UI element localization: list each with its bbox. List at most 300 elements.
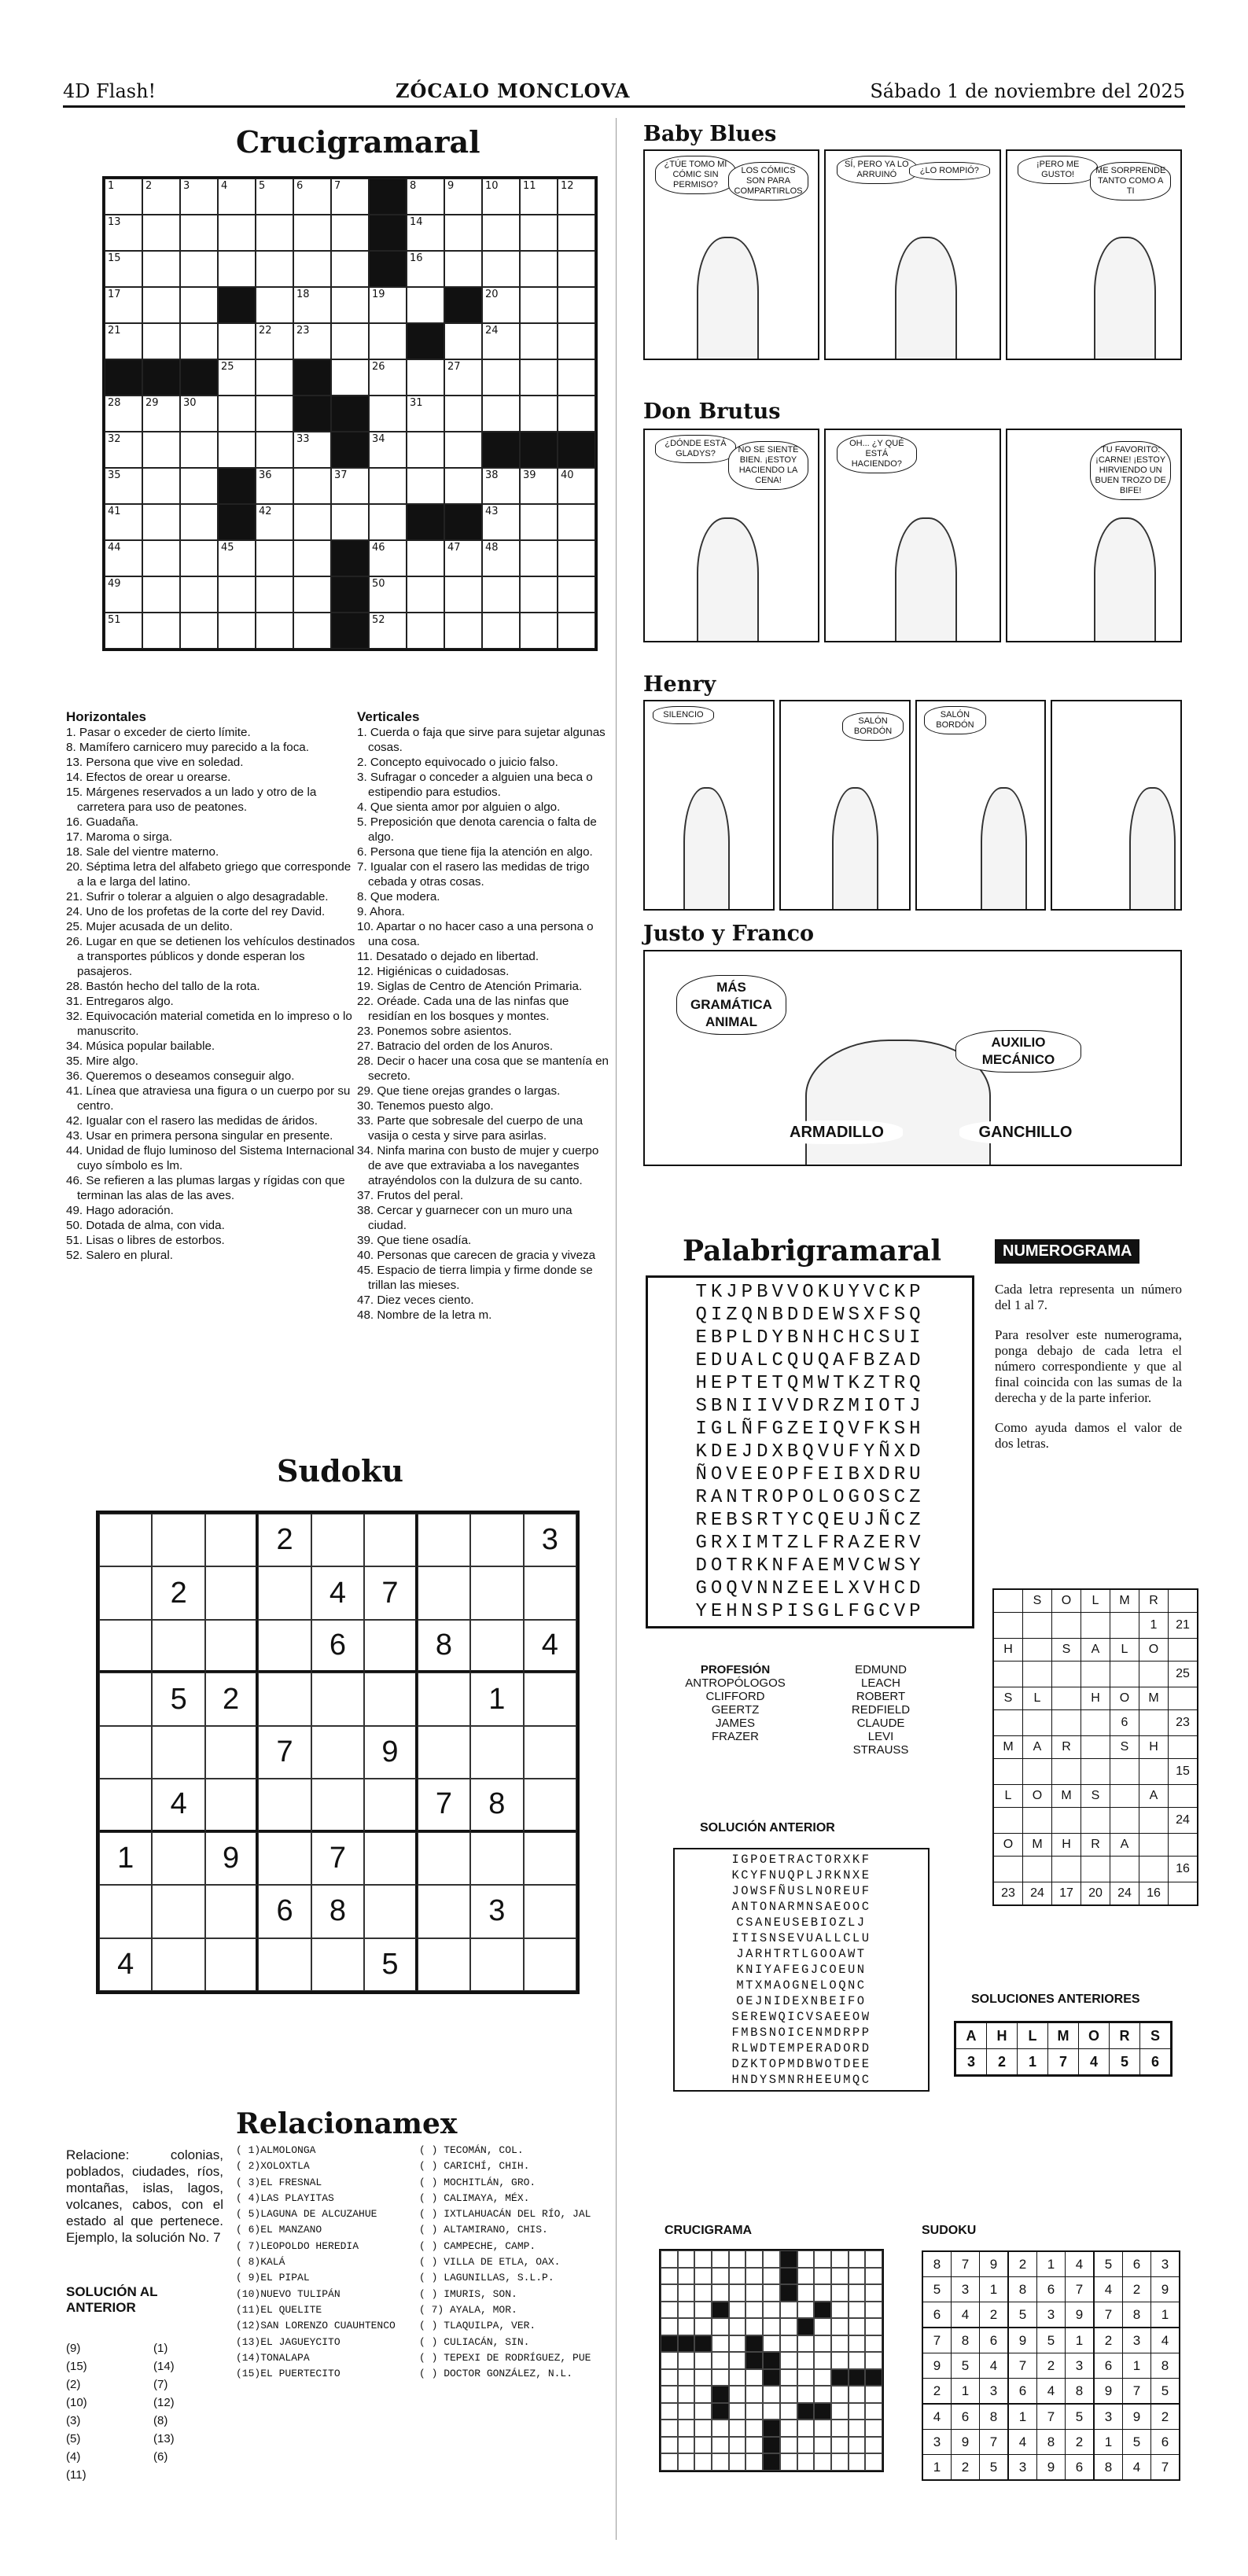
numerograma-cell[interactable]: 16 bbox=[1139, 1882, 1169, 1906]
numerograma-cell[interactable]: L bbox=[1081, 1589, 1110, 1613]
numerograma-cell[interactable]: 23 bbox=[993, 1882, 1023, 1906]
crossword-cell[interactable] bbox=[520, 178, 558, 215]
crossword-cell[interactable] bbox=[105, 396, 142, 432]
sudoku-cell[interactable]: 3 bbox=[470, 1885, 523, 1938]
sudoku-cell[interactable] bbox=[470, 1726, 523, 1779]
crossword-cell[interactable] bbox=[482, 468, 520, 504]
crossword-cell[interactable] bbox=[444, 396, 482, 432]
numerograma-cell[interactable]: R bbox=[1139, 1589, 1169, 1613]
crossword-cell[interactable] bbox=[142, 468, 180, 504]
numerograma-cell[interactable] bbox=[1052, 1662, 1081, 1687]
sudoku-cell[interactable] bbox=[205, 1514, 258, 1566]
sudoku-cell[interactable] bbox=[470, 1620, 523, 1673]
crossword-cell[interactable] bbox=[142, 323, 180, 359]
numerograma-cell[interactable]: 15 bbox=[1169, 1759, 1198, 1785]
crossword-cell[interactable] bbox=[293, 432, 331, 468]
crossword-cell[interactable] bbox=[105, 540, 142, 576]
crossword-cell[interactable] bbox=[331, 323, 369, 359]
crossword-cell[interactable] bbox=[256, 576, 293, 613]
numerograma-cell[interactable] bbox=[1023, 1639, 1052, 1662]
sudoku-cell[interactable]: 8 bbox=[470, 1779, 523, 1831]
numerograma-grid[interactable] bbox=[992, 1588, 1198, 1906]
crossword-cell[interactable] bbox=[558, 396, 595, 432]
crossword-cell[interactable] bbox=[105, 576, 142, 613]
sudoku-cell[interactable] bbox=[311, 1779, 364, 1831]
crossword-cell[interactable] bbox=[256, 613, 293, 649]
sudoku-cell[interactable]: 9 bbox=[364, 1726, 417, 1779]
crossword-cell[interactable] bbox=[105, 251, 142, 287]
crossword-cell[interactable] bbox=[558, 215, 595, 251]
numerograma-cell[interactable]: M bbox=[1052, 1785, 1081, 1808]
sudoku-cell[interactable] bbox=[152, 1514, 204, 1566]
numerograma-cell[interactable]: S bbox=[1110, 1736, 1139, 1759]
numerograma-cell[interactable]: S bbox=[993, 1687, 1023, 1710]
numerograma-cell[interactable] bbox=[1139, 1662, 1169, 1687]
numerograma-cell[interactable]: 21 bbox=[1169, 1613, 1198, 1639]
sudoku-cell[interactable]: 2 bbox=[152, 1566, 204, 1619]
crossword-cell[interactable] bbox=[293, 287, 331, 323]
numerograma-cell[interactable] bbox=[1139, 1834, 1169, 1857]
numerograma-cell[interactable] bbox=[1023, 1808, 1052, 1834]
crossword-cell[interactable] bbox=[105, 432, 142, 468]
crossword-cell[interactable] bbox=[180, 323, 218, 359]
crossword-cell[interactable] bbox=[218, 432, 256, 468]
sudoku-cell[interactable] bbox=[258, 1620, 311, 1673]
crossword-cell[interactable] bbox=[407, 613, 444, 649]
crossword-cell[interactable] bbox=[558, 468, 595, 504]
sudoku-cell[interactable] bbox=[258, 1673, 311, 1725]
numerograma-cell[interactable]: M bbox=[993, 1736, 1023, 1759]
crossword-cell[interactable] bbox=[407, 468, 444, 504]
crossword-cell[interactable] bbox=[142, 396, 180, 432]
crossword-cell[interactable] bbox=[142, 613, 180, 649]
sudoku-cell[interactable] bbox=[470, 1566, 523, 1619]
numerograma-cell[interactable]: O bbox=[1023, 1785, 1052, 1808]
crossword-cell[interactable] bbox=[331, 215, 369, 251]
sudoku-cell[interactable]: 4 bbox=[524, 1620, 576, 1673]
crossword-cell[interactable] bbox=[180, 215, 218, 251]
sudoku-cell[interactable] bbox=[99, 1885, 152, 1938]
sudoku-cell[interactable] bbox=[418, 1673, 470, 1725]
sudoku-cell[interactable] bbox=[258, 1779, 311, 1831]
crossword-cell[interactable] bbox=[482, 359, 520, 396]
sudoku-cell[interactable] bbox=[524, 1885, 576, 1938]
sudoku-cell[interactable]: 4 bbox=[152, 1779, 204, 1831]
crossword-cell[interactable] bbox=[142, 504, 180, 540]
crossword-cell[interactable] bbox=[520, 468, 558, 504]
crossword-cell[interactable] bbox=[180, 432, 218, 468]
crossword-cell[interactable] bbox=[482, 396, 520, 432]
sudoku-cell[interactable]: 1 bbox=[99, 1832, 152, 1885]
crossword-cell[interactable] bbox=[558, 251, 595, 287]
crossword-cell[interactable] bbox=[331, 178, 369, 215]
sudoku-cell[interactable] bbox=[311, 1673, 364, 1725]
sudoku-cell[interactable]: 5 bbox=[364, 1938, 417, 1991]
crossword-grid[interactable] bbox=[102, 176, 598, 651]
sudoku-cell[interactable]: 8 bbox=[311, 1885, 364, 1938]
crossword-cell[interactable] bbox=[520, 359, 558, 396]
crossword-cell[interactable] bbox=[331, 504, 369, 540]
numerograma-cell[interactable]: R bbox=[1052, 1736, 1081, 1759]
numerograma-cell[interactable]: 6 bbox=[1110, 1710, 1139, 1736]
crossword-cell[interactable] bbox=[482, 576, 520, 613]
numerograma-cell[interactable]: L bbox=[993, 1785, 1023, 1808]
crossword-cell[interactable] bbox=[558, 359, 595, 396]
numerograma-cell[interactable]: A bbox=[1023, 1736, 1052, 1759]
sudoku-cell[interactable] bbox=[205, 1938, 258, 1991]
numerograma-cell[interactable] bbox=[1023, 1613, 1052, 1639]
sudoku-cell[interactable] bbox=[470, 1514, 523, 1566]
numerograma-cell[interactable]: S bbox=[1023, 1589, 1052, 1613]
numerograma-cell[interactable] bbox=[1169, 1882, 1198, 1906]
numerograma-cell[interactable]: H bbox=[1081, 1687, 1110, 1710]
numerograma-cell[interactable] bbox=[1081, 1736, 1110, 1759]
crossword-cell[interactable] bbox=[256, 396, 293, 432]
numerograma-cell[interactable] bbox=[1110, 1857, 1139, 1882]
sudoku-cell[interactable] bbox=[152, 1885, 204, 1938]
crossword-cell[interactable] bbox=[369, 359, 407, 396]
crossword-cell[interactable] bbox=[369, 323, 407, 359]
numerograma-cell[interactable] bbox=[1052, 1710, 1081, 1736]
crossword-cell[interactable] bbox=[256, 323, 293, 359]
crossword-cell[interactable] bbox=[142, 251, 180, 287]
numerograma-cell[interactable] bbox=[1139, 1759, 1169, 1785]
sudoku-cell[interactable]: 2 bbox=[205, 1673, 258, 1725]
crossword-cell[interactable] bbox=[407, 359, 444, 396]
sudoku-cell[interactable] bbox=[205, 1726, 258, 1779]
crossword-cell[interactable] bbox=[444, 576, 482, 613]
numerograma-cell[interactable] bbox=[1169, 1736, 1198, 1759]
crossword-cell[interactable] bbox=[142, 215, 180, 251]
crossword-cell[interactable] bbox=[407, 251, 444, 287]
numerograma-cell[interactable] bbox=[1081, 1759, 1110, 1785]
crossword-cell[interactable] bbox=[520, 396, 558, 432]
numerograma-cell[interactable]: H bbox=[993, 1639, 1023, 1662]
numerograma-cell[interactable] bbox=[1081, 1808, 1110, 1834]
numerograma-cell[interactable] bbox=[993, 1857, 1023, 1882]
crossword-cell[interactable] bbox=[256, 504, 293, 540]
numerograma-cell[interactable]: 25 bbox=[1169, 1662, 1198, 1687]
numerograma-cell[interactable] bbox=[993, 1808, 1023, 1834]
numerograma-cell[interactable]: O bbox=[1139, 1639, 1169, 1662]
crossword-cell[interactable] bbox=[293, 215, 331, 251]
crossword-cell[interactable] bbox=[180, 287, 218, 323]
sudoku-cell[interactable] bbox=[99, 1620, 152, 1673]
sudoku-cell[interactable] bbox=[364, 1514, 417, 1566]
crossword-cell[interactable] bbox=[142, 178, 180, 215]
crossword-cell[interactable] bbox=[105, 468, 142, 504]
numerograma-cell[interactable]: S bbox=[1081, 1785, 1110, 1808]
sudoku-cell[interactable]: 6 bbox=[258, 1885, 311, 1938]
sudoku-cell[interactable]: 1 bbox=[470, 1673, 523, 1725]
crossword-cell[interactable] bbox=[180, 540, 218, 576]
numerograma-cell[interactable]: M bbox=[1110, 1589, 1139, 1613]
crossword-cell[interactable] bbox=[331, 359, 369, 396]
crossword-cell[interactable] bbox=[444, 432, 482, 468]
sudoku-cell[interactable] bbox=[205, 1620, 258, 1673]
crossword-cell[interactable] bbox=[482, 323, 520, 359]
crossword-cell[interactable] bbox=[369, 396, 407, 432]
numerograma-cell[interactable]: M bbox=[1139, 1687, 1169, 1710]
numerograma-cell[interactable]: A bbox=[1139, 1785, 1169, 1808]
crossword-cell[interactable] bbox=[444, 323, 482, 359]
crossword-cell[interactable] bbox=[293, 178, 331, 215]
crossword-cell[interactable] bbox=[293, 504, 331, 540]
numerograma-cell[interactable]: R bbox=[1081, 1834, 1110, 1857]
crossword-cell[interactable] bbox=[444, 251, 482, 287]
numerograma-cell[interactable]: L bbox=[1110, 1639, 1139, 1662]
sudoku-cell[interactable] bbox=[418, 1832, 470, 1885]
crossword-cell[interactable] bbox=[218, 613, 256, 649]
numerograma-cell[interactable]: O bbox=[993, 1834, 1023, 1857]
crossword-cell[interactable] bbox=[558, 540, 595, 576]
numerograma-cell[interactable] bbox=[1139, 1710, 1169, 1736]
crossword-cell[interactable] bbox=[218, 178, 256, 215]
sudoku-cell[interactable] bbox=[99, 1673, 152, 1725]
numerograma-cell[interactable] bbox=[1052, 1759, 1081, 1785]
crossword-cell[interactable] bbox=[293, 323, 331, 359]
numerograma-cell[interactable]: 16 bbox=[1169, 1857, 1198, 1882]
sudoku-cell[interactable]: 9 bbox=[205, 1832, 258, 1885]
numerograma-cell[interactable] bbox=[1110, 1662, 1139, 1687]
sudoku-cell[interactable] bbox=[205, 1779, 258, 1831]
numerograma-cell[interactable] bbox=[993, 1710, 1023, 1736]
crossword-cell[interactable] bbox=[558, 178, 595, 215]
crossword-cell[interactable] bbox=[558, 576, 595, 613]
crossword-cell[interactable] bbox=[558, 504, 595, 540]
sudoku-cell[interactable] bbox=[418, 1514, 470, 1566]
sudoku-cell[interactable] bbox=[418, 1566, 470, 1619]
sudoku-cell[interactable] bbox=[99, 1726, 152, 1779]
crossword-cell[interactable] bbox=[444, 359, 482, 396]
crossword-cell[interactable] bbox=[180, 178, 218, 215]
numerograma-cell[interactable]: A bbox=[1110, 1834, 1139, 1857]
numerograma-cell[interactable]: 24 bbox=[1023, 1882, 1052, 1906]
sudoku-cell[interactable] bbox=[99, 1779, 152, 1831]
sudoku-cell[interactable]: 4 bbox=[99, 1938, 152, 1991]
sudoku-cell[interactable] bbox=[152, 1938, 204, 1991]
crossword-cell[interactable] bbox=[369, 468, 407, 504]
crossword-cell[interactable] bbox=[331, 287, 369, 323]
crossword-cell[interactable] bbox=[520, 540, 558, 576]
numerograma-cell[interactable] bbox=[1169, 1687, 1198, 1710]
sudoku-cell[interactable] bbox=[418, 1885, 470, 1938]
sudoku-cell[interactable] bbox=[470, 1832, 523, 1885]
crossword-cell[interactable] bbox=[444, 468, 482, 504]
sudoku-cell[interactable]: 7 bbox=[311, 1832, 364, 1885]
sudoku-cell[interactable] bbox=[418, 1726, 470, 1779]
crossword-cell[interactable] bbox=[142, 576, 180, 613]
numerograma-cell[interactable]: 23 bbox=[1169, 1710, 1198, 1736]
crossword-cell[interactable] bbox=[218, 215, 256, 251]
crossword-cell[interactable] bbox=[142, 540, 180, 576]
sudoku-cell[interactable]: 4 bbox=[311, 1566, 364, 1619]
crossword-cell[interactable] bbox=[256, 540, 293, 576]
numerograma-cell[interactable] bbox=[1110, 1785, 1139, 1808]
numerograma-cell[interactable] bbox=[993, 1613, 1023, 1639]
numerograma-cell[interactable]: 24 bbox=[1110, 1882, 1139, 1906]
sudoku-cell[interactable] bbox=[524, 1726, 576, 1779]
crossword-cell[interactable] bbox=[218, 251, 256, 287]
crossword-cell[interactable] bbox=[407, 215, 444, 251]
crossword-cell[interactable] bbox=[105, 287, 142, 323]
numerograma-cell[interactable] bbox=[1081, 1710, 1110, 1736]
crossword-cell[interactable] bbox=[520, 287, 558, 323]
numerograma-cell[interactable]: O bbox=[1110, 1687, 1139, 1710]
crossword-cell[interactable] bbox=[180, 468, 218, 504]
numerograma-cell[interactable] bbox=[1169, 1785, 1198, 1808]
crossword-cell[interactable] bbox=[293, 576, 331, 613]
crossword-cell[interactable] bbox=[482, 504, 520, 540]
sudoku-cell[interactable] bbox=[258, 1938, 311, 1991]
crossword-cell[interactable] bbox=[218, 576, 256, 613]
numerograma-cell[interactable] bbox=[1139, 1857, 1169, 1882]
crossword-cell[interactable] bbox=[331, 468, 369, 504]
sudoku-cell[interactable] bbox=[524, 1832, 576, 1885]
numerograma-cell[interactable]: O bbox=[1052, 1589, 1081, 1613]
crossword-cell[interactable] bbox=[482, 287, 520, 323]
numerograma-cell[interactable] bbox=[1081, 1662, 1110, 1687]
numerograma-cell[interactable] bbox=[1052, 1857, 1081, 1882]
crossword-cell[interactable] bbox=[256, 215, 293, 251]
sudoku-cell[interactable] bbox=[258, 1832, 311, 1885]
crossword-cell[interactable] bbox=[293, 468, 331, 504]
wordsearch-grid[interactable] bbox=[646, 1275, 974, 1628]
crossword-cell[interactable] bbox=[293, 540, 331, 576]
crossword-cell[interactable] bbox=[520, 504, 558, 540]
crossword-cell[interactable] bbox=[142, 432, 180, 468]
numerograma-cell[interactable] bbox=[993, 1759, 1023, 1785]
numerograma-cell[interactable] bbox=[1052, 1687, 1081, 1710]
crossword-cell[interactable] bbox=[142, 287, 180, 323]
numerograma-cell[interactable]: 1 bbox=[1139, 1613, 1169, 1639]
sudoku-cell[interactable] bbox=[152, 1832, 204, 1885]
numerograma-cell[interactable] bbox=[1081, 1857, 1110, 1882]
crossword-cell[interactable] bbox=[369, 287, 407, 323]
sudoku-grid[interactable] bbox=[96, 1511, 580, 1994]
numerograma-cell[interactable] bbox=[1110, 1759, 1139, 1785]
sudoku-cell[interactable] bbox=[364, 1779, 417, 1831]
sudoku-cell[interactable] bbox=[524, 1938, 576, 1991]
crossword-cell[interactable] bbox=[105, 178, 142, 215]
numerograma-cell[interactable] bbox=[1052, 1808, 1081, 1834]
sudoku-cell[interactable] bbox=[205, 1885, 258, 1938]
numerograma-cell[interactable] bbox=[1139, 1808, 1169, 1834]
crossword-cell[interactable] bbox=[105, 504, 142, 540]
crossword-cell[interactable] bbox=[520, 613, 558, 649]
crossword-cell[interactable] bbox=[180, 396, 218, 432]
sudoku-cell[interactable] bbox=[99, 1566, 152, 1619]
crossword-cell[interactable] bbox=[105, 323, 142, 359]
numerograma-cell[interactable]: L bbox=[1023, 1687, 1052, 1710]
crossword-cell[interactable] bbox=[369, 576, 407, 613]
crossword-cell[interactable] bbox=[369, 504, 407, 540]
crossword-cell[interactable] bbox=[444, 613, 482, 649]
numerograma-cell[interactable]: S bbox=[1052, 1639, 1081, 1662]
numerograma-cell[interactable] bbox=[1081, 1613, 1110, 1639]
sudoku-cell[interactable] bbox=[152, 1726, 204, 1779]
numerograma-cell[interactable] bbox=[993, 1589, 1023, 1613]
crossword-cell[interactable] bbox=[256, 287, 293, 323]
crossword-cell[interactable] bbox=[520, 251, 558, 287]
crossword-cell[interactable] bbox=[293, 613, 331, 649]
crossword-cell[interactable] bbox=[256, 251, 293, 287]
numerograma-cell[interactable]: 17 bbox=[1052, 1882, 1081, 1906]
crossword-cell[interactable] bbox=[180, 251, 218, 287]
sudoku-cell[interactable]: 3 bbox=[524, 1514, 576, 1566]
numerograma-cell[interactable]: 20 bbox=[1081, 1882, 1110, 1906]
sudoku-cell[interactable] bbox=[152, 1620, 204, 1673]
crossword-cell[interactable] bbox=[407, 540, 444, 576]
crossword-cell[interactable] bbox=[256, 432, 293, 468]
sudoku-cell[interactable] bbox=[311, 1514, 364, 1566]
crossword-cell[interactable] bbox=[256, 359, 293, 396]
crossword-cell[interactable] bbox=[520, 323, 558, 359]
sudoku-cell[interactable] bbox=[470, 1938, 523, 1991]
sudoku-cell[interactable] bbox=[524, 1673, 576, 1725]
sudoku-cell[interactable] bbox=[418, 1938, 470, 1991]
crossword-cell[interactable] bbox=[407, 576, 444, 613]
numerograma-cell[interactable] bbox=[1110, 1613, 1139, 1639]
numerograma-cell[interactable]: H bbox=[1052, 1834, 1081, 1857]
numerograma-cell[interactable] bbox=[1110, 1808, 1139, 1834]
crossword-cell[interactable] bbox=[218, 323, 256, 359]
crossword-cell[interactable] bbox=[558, 323, 595, 359]
crossword-cell[interactable] bbox=[444, 215, 482, 251]
crossword-cell[interactable] bbox=[218, 396, 256, 432]
sudoku-cell[interactable]: 5 bbox=[152, 1673, 204, 1725]
crossword-cell[interactable] bbox=[180, 613, 218, 649]
numerograma-cell[interactable] bbox=[1023, 1759, 1052, 1785]
numerograma-cell[interactable]: A bbox=[1081, 1639, 1110, 1662]
sudoku-cell[interactable] bbox=[311, 1938, 364, 1991]
crossword-cell[interactable] bbox=[369, 613, 407, 649]
sudoku-cell[interactable]: 7 bbox=[418, 1779, 470, 1831]
crossword-cell[interactable] bbox=[558, 613, 595, 649]
numerograma-cell[interactable] bbox=[1023, 1857, 1052, 1882]
crossword-cell[interactable] bbox=[444, 540, 482, 576]
crossword-cell[interactable] bbox=[558, 287, 595, 323]
crossword-cell[interactable] bbox=[180, 576, 218, 613]
crossword-cell[interactable] bbox=[105, 613, 142, 649]
sudoku-cell[interactable] bbox=[99, 1514, 152, 1566]
crossword-cell[interactable] bbox=[520, 576, 558, 613]
crossword-cell[interactable] bbox=[407, 287, 444, 323]
sudoku-cell[interactable] bbox=[364, 1673, 417, 1725]
numerograma-cell[interactable]: M bbox=[1023, 1834, 1052, 1857]
crossword-cell[interactable] bbox=[218, 359, 256, 396]
numerograma-cell[interactable] bbox=[1023, 1710, 1052, 1736]
sudoku-cell[interactable] bbox=[364, 1620, 417, 1673]
sudoku-cell[interactable]: 7 bbox=[258, 1726, 311, 1779]
numerograma-cell[interactable] bbox=[1023, 1662, 1052, 1687]
sudoku-cell[interactable] bbox=[364, 1832, 417, 1885]
crossword-cell[interactable] bbox=[369, 540, 407, 576]
crossword-cell[interactable] bbox=[293, 251, 331, 287]
numerograma-cell[interactable] bbox=[1169, 1639, 1198, 1662]
numerograma-cell[interactable] bbox=[1169, 1834, 1198, 1857]
crossword-cell[interactable] bbox=[520, 215, 558, 251]
numerograma-cell[interactable]: H bbox=[1139, 1736, 1169, 1759]
crossword-cell[interactable] bbox=[180, 504, 218, 540]
sudoku-cell[interactable] bbox=[524, 1779, 576, 1831]
sudoku-cell[interactable] bbox=[311, 1726, 364, 1779]
numerograma-cell[interactable] bbox=[1169, 1589, 1198, 1613]
sudoku-cell[interactable] bbox=[258, 1566, 311, 1619]
sudoku-cell[interactable] bbox=[524, 1566, 576, 1619]
crossword-cell[interactable] bbox=[105, 215, 142, 251]
crossword-cell[interactable] bbox=[482, 178, 520, 215]
